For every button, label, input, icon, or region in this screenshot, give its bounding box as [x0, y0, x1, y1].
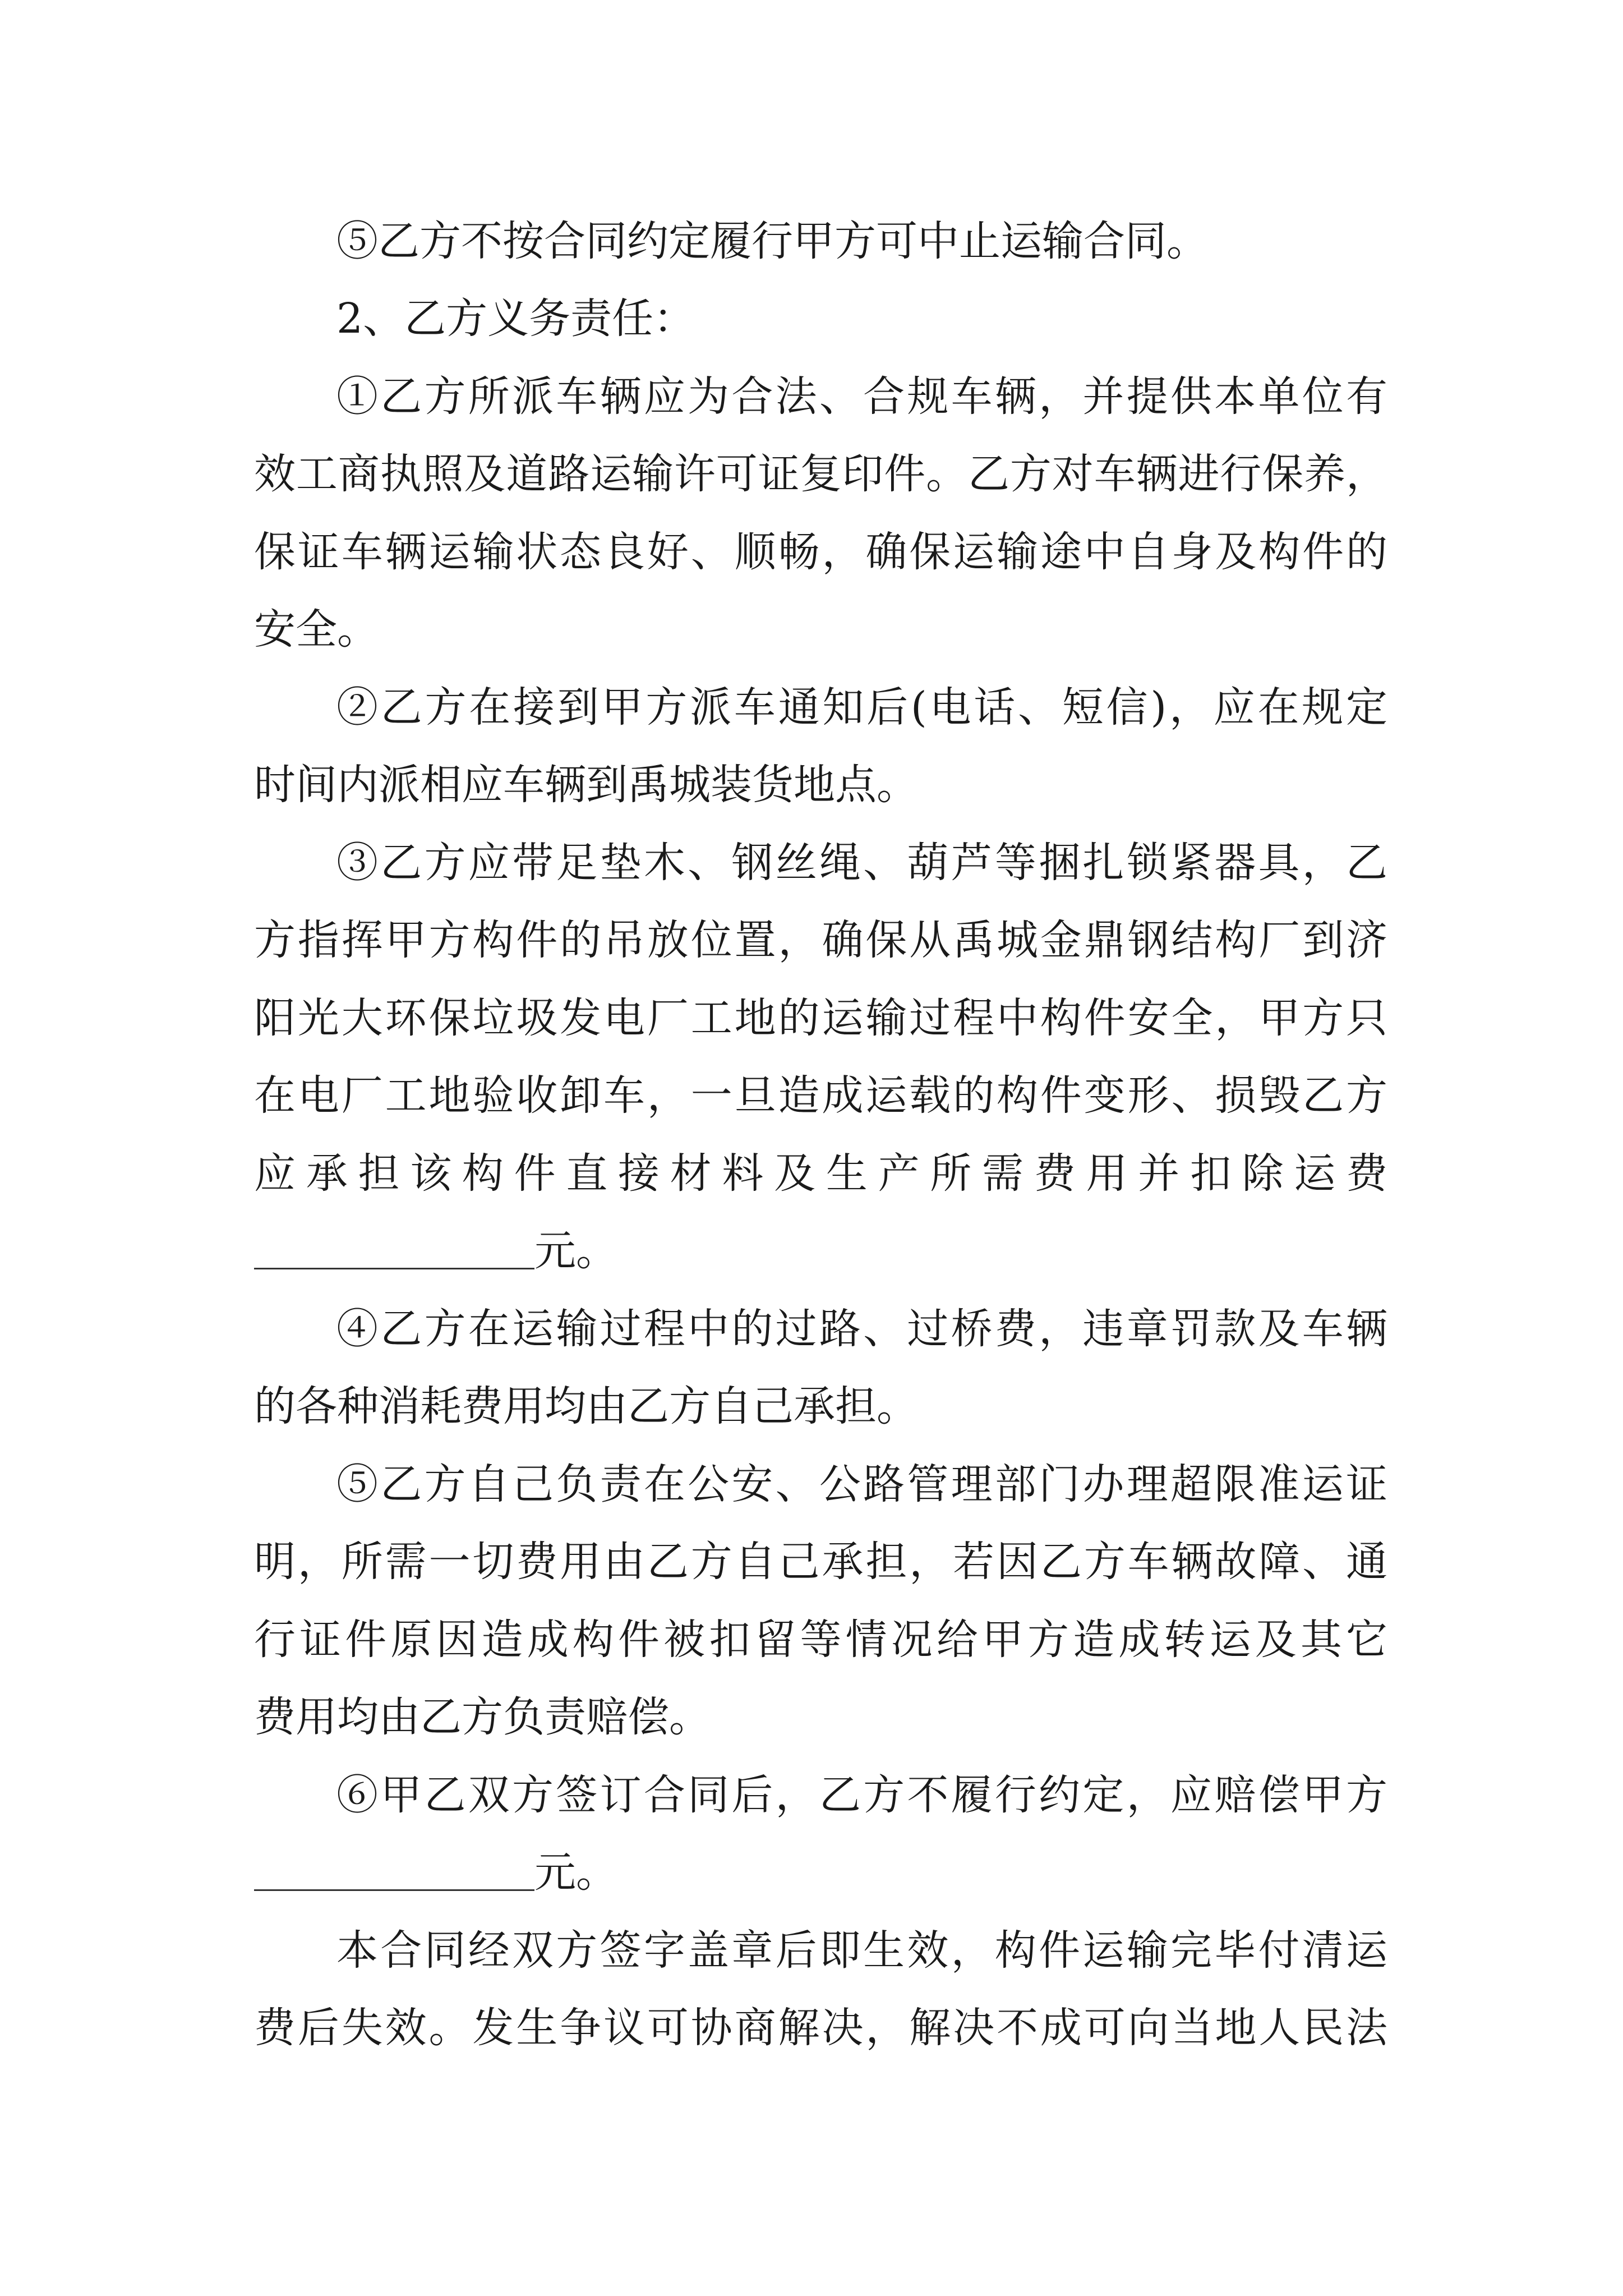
clause-2-4-line-1: ④乙方在运输过程中的过路、过桥费，违章罚款及车辆	[336, 1305, 1387, 1353]
clause-2-1-line-2: 效工商执照及道路运输许可证复印件。乙方对车辆进行保养，	[254, 450, 1387, 498]
clause-2-1-line-3: 保证车辆运输状态良好、顺畅，确保运输途中自身及构件的	[254, 528, 1387, 576]
clause-2-3-line-4: 在电厂工地验收卸车，一旦造成运载的构件变形、损毁乙方	[254, 1071, 1387, 1120]
clause-2-3-line-6	[254, 1220, 617, 1282]
clause-2-6-line-2	[254, 1842, 617, 1903]
clause-2-5-line-2: 明，所需一切费用由乙方自己承担，若因乙方车辆故障、通	[254, 1538, 1387, 1586]
amount-blank	[254, 1228, 534, 1269]
section-heading-obligations: 2、乙方义务责任：	[336, 295, 695, 343]
clause-2-5-line-1: ⑤乙方自己负责在公安、公路管理部门办理超限准运证	[336, 1460, 1387, 1508]
clause-2-5-line-3: 行证件原因造成构件被扣留等情况给甲方造成转运及其它	[254, 1616, 1387, 1664]
clause-2-1-line-4: 安全。	[254, 605, 379, 654]
clause-2-3-line-2: 方指挥甲方构件的吊放位置，确保从禹城金鼎钢结构厂到济	[254, 916, 1387, 964]
clause-2-5-line-4: 费用均由乙方负责赔偿。	[254, 1693, 711, 1741]
clause-2-4-line-2: 的各种消耗费用均由乙方自己承担。	[254, 1382, 918, 1430]
closing-line-2: 费后失效。发生争议可协商解决，解决不成可向当地人民法	[254, 2004, 1387, 2052]
clause-2-3-line-3: 阳光大环保垃圾发电厂工地的运输过程中构件安全，甲方只	[254, 994, 1387, 1042]
clause-2-2-line-2: 时间内派相应车辆到禹城装货地点。	[254, 761, 918, 809]
clause-2-2-line-1: ②乙方在接到甲方派车通知后(电话、短信)，应在规定	[336, 683, 1387, 731]
closing-line-1: 本合同经双方签字盖章后即生效，构件运输完毕付清运	[336, 1926, 1387, 1975]
clause-2-1-line-1: ①乙方所派车辆应为合法、合规车辆，并提供本单位有	[336, 372, 1387, 421]
clause-2-6-line-1: ⑥甲乙双方签订合同后，乙方不履行约定，应赔偿甲方	[336, 1771, 1387, 1819]
amount-blank	[254, 1850, 534, 1891]
clause-2-3-line-5: 应承担该构件直接材料及生产所需费用并扣除运费	[254, 1149, 1387, 1198]
currency-unit: 元。	[534, 1848, 617, 1897]
clause-1-5: ⑤乙方不按合同约定履行甲方可中止运输合同。	[336, 217, 1208, 265]
currency-unit: 元。	[534, 1227, 617, 1275]
clause-2-3-line-1: ③乙方应带足垫木、钢丝绳、葫芦等捆扎锁紧器具，乙	[336, 839, 1387, 887]
